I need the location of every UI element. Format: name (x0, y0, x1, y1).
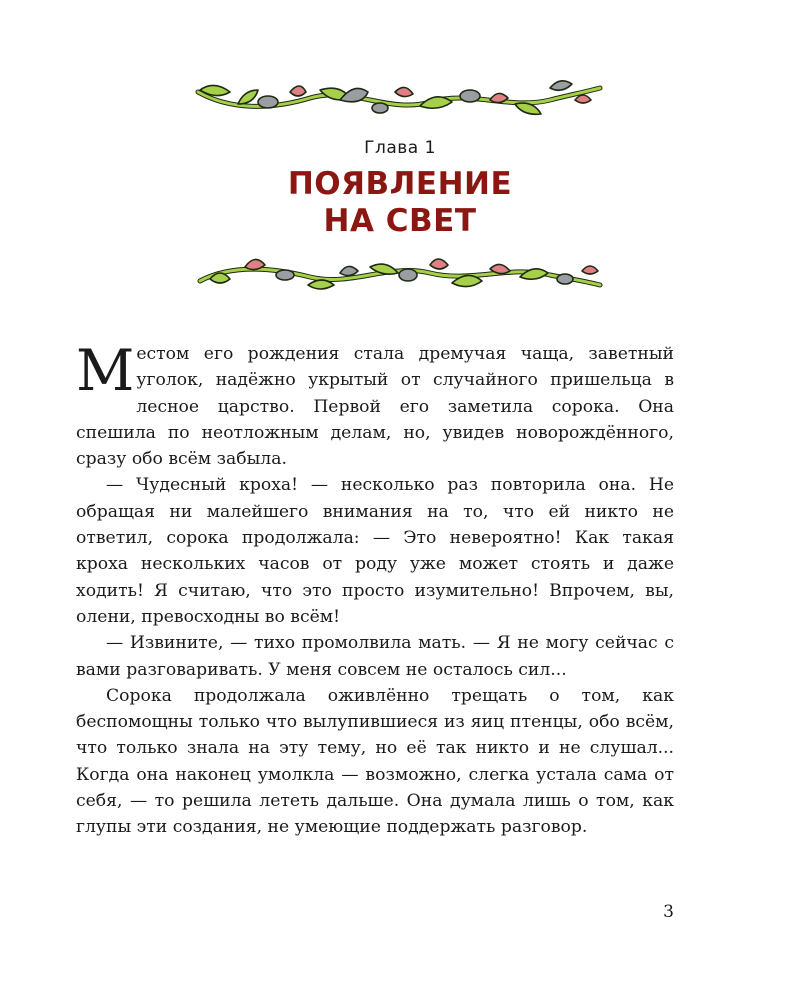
floral-vine-icon-bottom (190, 245, 610, 305)
page-number: 3 (663, 902, 674, 922)
paragraph-1 (76, 338, 674, 472)
body-text (76, 338, 674, 841)
drop-cap: М (76, 338, 135, 404)
floral-vine-icon (190, 70, 610, 130)
chapter-title-line2: НА СВЕТ (323, 203, 477, 239)
paragraph-1-text: естом его рождения стала дремучая чаща, заветный уголок, надёжно укрытый от случайного пришельца в лесное царство. Первой его заметила сорока. Она спешила по неотложным делам, но, увидев новорождённого, сразу обо всём забыла. (76, 344, 674, 470)
paragraph-3: — Извините, — тихо промолвила мать. — Я не могу сейчас с вами разговаривать. У меня совсем не осталось сил... (76, 633, 674, 680)
chapter-label: Глава 1 (364, 138, 436, 158)
chapter-title (0, 166, 800, 240)
paragraph-4: Сорока продолжала оживлённо трещать о том, как беспомощны только что вылупившиеся из яиц птенцы, обо всём, что только знала на эту тему, но её так никто и не слушал... Когда она наконец умолкла — возможно, слегка устала сама от себя, — то решила лететь дальше. Она думала лишь о том, как глупы эти создания, не умеющие поддержать разговор. (76, 685, 674, 838)
paragraph-2: — Чудесный кроха! — несколько раз повторила она. Не обращая ни малейшего внимания на то, что ей никто не ответил, сорока продолжала: — Это невероятно! Как такая кроха нескольких часов от роду уже может стоять и даже ходить! Я считаю, что это просто изумительно! Впрочем, вы, олени, превосходны во всём! (76, 475, 674, 627)
chapter-title-line1: ПОЯВЛЕНИЕ (287, 166, 513, 202)
